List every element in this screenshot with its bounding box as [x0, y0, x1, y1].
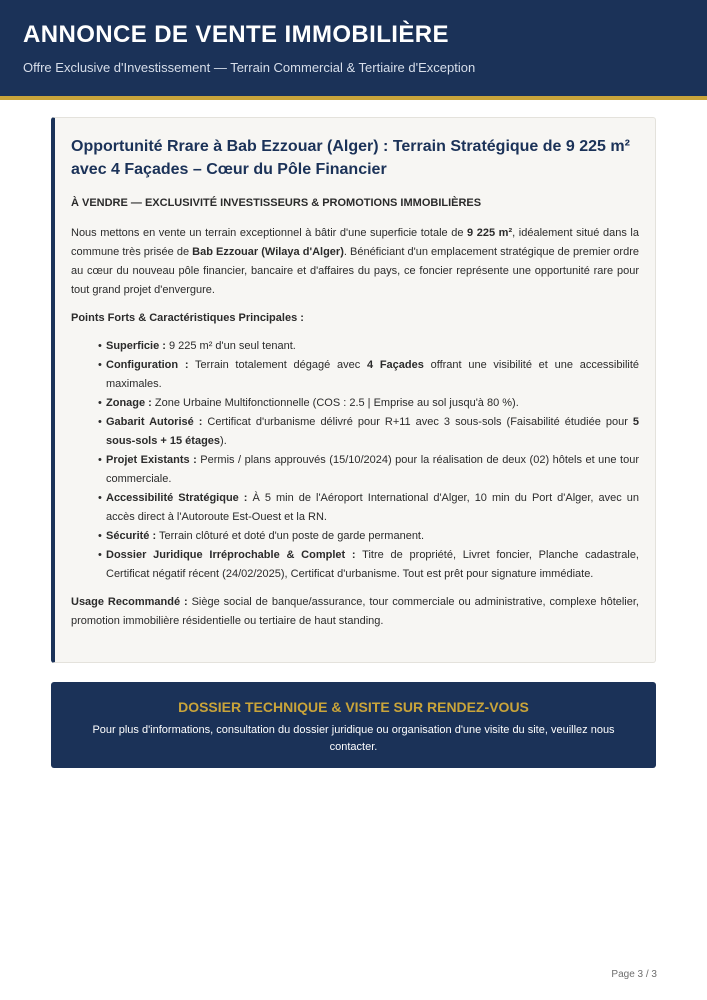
feature-text: Terrain totalement dégagé avec	[188, 359, 367, 371]
feature-text: 9 225 m² d'un seul tenant.	[165, 340, 296, 352]
feature-label: Sécurité :	[106, 530, 157, 542]
usage-label: Usage Recommandé :	[71, 596, 188, 608]
contact-title: DOSSIER TECHNIQUE & VISITE SUR RENDEZ-VOUS	[178, 699, 529, 715]
listing-card	[51, 117, 656, 663]
intro-text-1: Nous mettons en vente un terrain exceptionnel à bâtir d'une superficie totale de	[71, 227, 468, 239]
feature-text-end: offrant une visibilité et une accessibilité maximales.	[106, 359, 639, 390]
feature-label: Dossier Juridique Irréprochable & Complet :	[106, 549, 356, 561]
contact-text: Pour plus d'informations, consultation du dossier juridique ou organisation d'une visite du site, veuillez nous contacter.	[92, 724, 615, 753]
feature-text: Zone Urbaine Multifonctionnelle (COS : 2.5 | Emprise au sol jusqu'à 80 %).	[151, 397, 519, 409]
feature-text: Permis / plans approuvés (15/10/2024) pour la réalisation de deux (02) hôtels et une tour commerciale.	[106, 454, 640, 485]
usage-text: Siège social de banque/assurance, tour commerciale ou administrative, complexe hôtelier, promotion immobilière résidentielle ou tertiaire de haut standing.	[71, 596, 639, 627]
feature-highlight: 4 Façades	[366, 359, 424, 371]
feature-text-end: ).	[220, 435, 227, 447]
list-item	[98, 356, 639, 394]
header-subtitle: Offre Exclusive d'Investissement — Terrain Commercial & Tertiaire d'Exception	[23, 60, 476, 75]
list-item	[98, 337, 639, 356]
list-item	[98, 546, 639, 584]
listing-intro	[71, 224, 639, 300]
feature-text: À 5 min de l'Aéroport International d'Alger, 10 min du Port d'Alger, avec un accès direct à l'Autoroute Est-Ouest et la RN.	[106, 492, 640, 523]
list-item	[98, 413, 639, 451]
list-item	[98, 394, 639, 413]
feature-text: Terrain clôturé et doté d'un poste de garde permanent.	[156, 530, 425, 542]
listing-tagline: À VENDRE — EXCLUSIVITÉ INVESTISSEURS & PROMOTIONS IMMOBILIÈRES	[71, 197, 482, 209]
features-list	[71, 337, 639, 584]
intro-text-2: , idéalement situé dans la commune très prisée de	[71, 227, 639, 258]
feature-label: Gabarit Autorisé :	[106, 416, 203, 428]
intro-location: Bab Ezzouar (Wilaya d'Alger)	[192, 246, 344, 258]
listing-title: Opportunité Rrare à Bab Ezzouar (Alger) : Terrain Stratégique de 9 225 m² avec 4 Façades – Cœur du Pôle Financier	[71, 138, 630, 178]
feature-label: Configuration :	[106, 359, 189, 371]
feature-label: Projet Existants :	[106, 454, 197, 466]
list-item	[98, 451, 639, 489]
intro-area: 9 225 m²	[467, 227, 513, 239]
feature-highlight: 5 sous-sols + 15 étages	[106, 416, 639, 447]
feature-label: Zonage :	[106, 397, 152, 409]
feature-label: Superficie :	[106, 340, 166, 352]
header-title: ANNONCE DE VENTE IMMOBILIÈRE	[23, 21, 449, 48]
intro-text-3: . Bénéficiant d'un emplacement stratégique de premier ordre au cœur du nouveau pôle financier, bancaire et d'affaires du pays, ce foncier représente une opportunité rare pour tout grand projet d'envergure.	[71, 246, 639, 296]
list-item	[98, 527, 639, 546]
feature-text: Certificat d'urbanisme délivré pour R+11 avec 3 sous-sols (Faisabilité étudiée pour	[202, 416, 633, 428]
page-header	[0, 0, 707, 100]
features-heading: Points Forts & Caractéristiques Principales :	[71, 312, 304, 324]
list-item	[98, 489, 639, 527]
feature-text: Titre de propriété, Livret foncier, Planche cadastrale, Certificat négatif récent (24/02/2025), Certificat d'urbanisme. Tout est prêt pour signature immédiate.	[106, 549, 639, 580]
page-number: Page 3 / 3	[611, 969, 657, 980]
recommended-usage	[71, 593, 639, 631]
contact-banner	[51, 682, 656, 768]
feature-label: Accessibilité Stratégique :	[106, 492, 248, 504]
